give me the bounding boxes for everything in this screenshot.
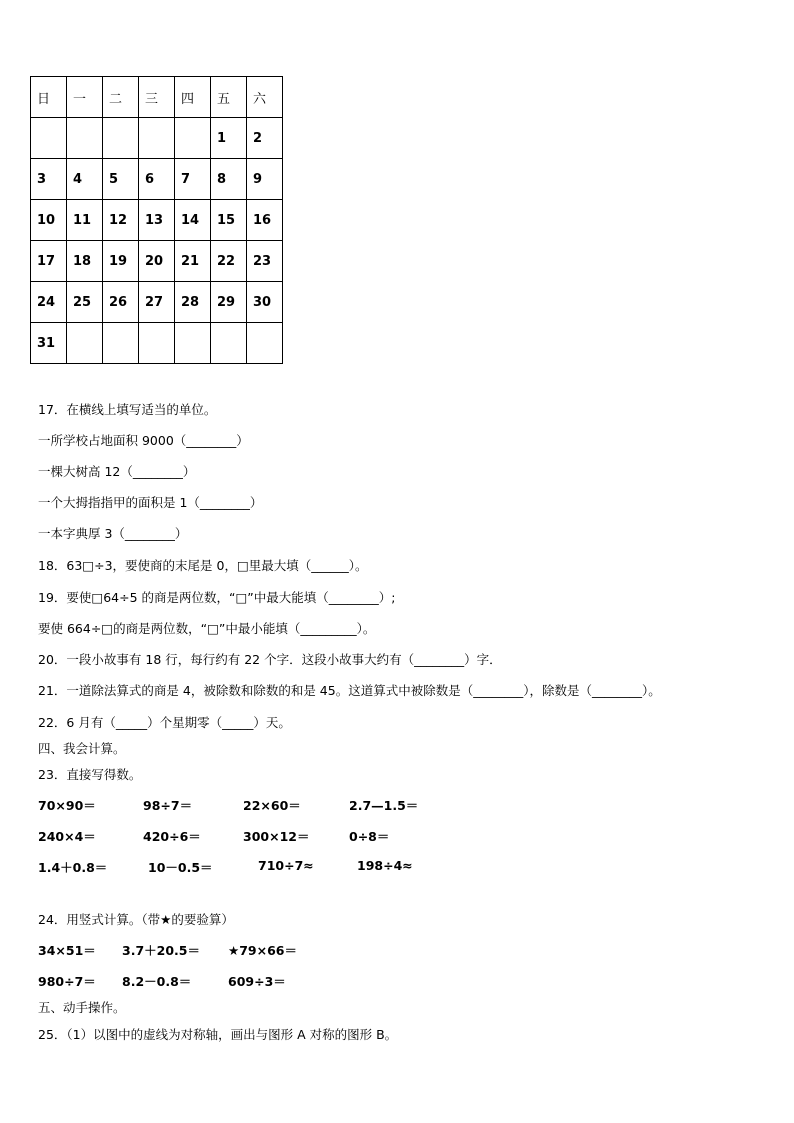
calendar-cell bbox=[103, 323, 139, 364]
calc-23: 300×12＝ bbox=[243, 829, 310, 844]
calendar-cell: 11 bbox=[67, 200, 103, 241]
calendar-cell: 4 bbox=[67, 159, 103, 200]
question-23-title: 23．直接写得数。 bbox=[38, 767, 142, 782]
calendar-header-cell: 一 bbox=[67, 77, 103, 118]
calendar-cell: 19 bbox=[103, 241, 139, 282]
question-18: 18．63□÷3，要使商的末尾是 0，□里最大填（______）。 bbox=[38, 558, 368, 573]
calendar-cell: 2 bbox=[247, 118, 283, 159]
calendar-cell bbox=[139, 118, 175, 159]
calendar-cell: 15 bbox=[211, 200, 247, 241]
calendar-cell bbox=[211, 323, 247, 364]
calc-24: 8.2－0.8＝ bbox=[122, 974, 192, 989]
calc-24: ★79×66＝ bbox=[228, 943, 297, 958]
calendar-row bbox=[31, 323, 283, 364]
calendar-header-row bbox=[31, 77, 283, 118]
calendar-cell bbox=[67, 323, 103, 364]
calc-23: 710÷7≈ bbox=[258, 858, 314, 873]
question-19-part1: 19．要使□64÷5 的商是两位数，“□”中最大能填（________）; bbox=[38, 590, 396, 605]
calendar-cell: 17 bbox=[31, 241, 67, 282]
calendar-cell bbox=[175, 323, 211, 364]
question-17-item: 一所学校占地面积 9000（________） bbox=[38, 433, 249, 448]
calendar-cell bbox=[247, 323, 283, 364]
question-20: 20．一段小故事有 18 行，每行约有 22 个字．这段小故事大约有（________）字． bbox=[38, 652, 502, 667]
calendar-header-cell: 三 bbox=[139, 77, 175, 118]
calc-23: 0÷8＝ bbox=[349, 829, 390, 844]
section-5-heading: 五、动手操作。 bbox=[38, 1000, 126, 1015]
calendar-header-cell: 四 bbox=[175, 77, 211, 118]
calendar-cell: 10 bbox=[31, 200, 67, 241]
question-17-title: 17．在横线上填写适当的单位。 bbox=[38, 402, 217, 417]
calendar-cell: 31 bbox=[31, 323, 67, 364]
calc-24: 3.7＋20.5＝ bbox=[122, 943, 200, 958]
calendar-cell: 24 bbox=[31, 282, 67, 323]
calendar-cell: 18 bbox=[67, 241, 103, 282]
calendar-cell: 1 bbox=[211, 118, 247, 159]
calc-23: 1.4＋0.8＝ bbox=[38, 860, 108, 875]
calendar-cell: 26 bbox=[103, 282, 139, 323]
calendar-cell: 12 bbox=[103, 200, 139, 241]
question-17-item: 一棵大树高 12（________） bbox=[38, 464, 196, 479]
calendar-cell: 27 bbox=[139, 282, 175, 323]
calendar-cell: 25 bbox=[67, 282, 103, 323]
calc-23: 10－0.5＝ bbox=[148, 860, 213, 875]
calendar-header-cell: 二 bbox=[103, 77, 139, 118]
section-4-heading: 四、我会计算。 bbox=[38, 741, 126, 756]
calendar-cell: 7 bbox=[175, 159, 211, 200]
calendar-row bbox=[31, 200, 283, 241]
calc-24: 980÷7＝ bbox=[38, 974, 96, 989]
calendar-cell: 22 bbox=[211, 241, 247, 282]
calendar-cell bbox=[31, 118, 67, 159]
calc-23: 420÷6＝ bbox=[143, 829, 201, 844]
calendar-row bbox=[31, 282, 283, 323]
calendar-row bbox=[31, 118, 283, 159]
question-17-item: 一个大拇指指甲的面积是 1（________） bbox=[38, 495, 263, 510]
calendar-cell: 30 bbox=[247, 282, 283, 323]
question-21: 21．一道除法算式的商是 4，被除数和除数的和是 45。这道算式中被除数是（________），除数是（________）。 bbox=[38, 683, 661, 698]
question-19-part2: 要使 664÷□的商是两位数，“□”中最小能填（_________）。 bbox=[38, 621, 376, 636]
calc-23: 98÷7＝ bbox=[143, 798, 193, 813]
calendar-cell bbox=[103, 118, 139, 159]
calc-23: 70×90＝ bbox=[38, 798, 96, 813]
calc-23: 240×4＝ bbox=[38, 829, 96, 844]
calc-24: 609÷3＝ bbox=[228, 974, 286, 989]
question-25: 25．（1）以图中的虚线为对称轴，画出与图形 A 对称的图形 B。 bbox=[38, 1027, 398, 1042]
calendar-cell bbox=[139, 323, 175, 364]
calendar-cell: 23 bbox=[247, 241, 283, 282]
calendar-cell bbox=[67, 118, 103, 159]
calendar-cell: 3 bbox=[31, 159, 67, 200]
calendar-header-cell: 五 bbox=[211, 77, 247, 118]
calendar-cell: 21 bbox=[175, 241, 211, 282]
calc-23: 22×60＝ bbox=[243, 798, 301, 813]
calendar-cell: 20 bbox=[139, 241, 175, 282]
calendar-cell: 29 bbox=[211, 282, 247, 323]
calendar-cell: 13 bbox=[139, 200, 175, 241]
calendar-row bbox=[31, 241, 283, 282]
calendar-cell: 9 bbox=[247, 159, 283, 200]
calendar-cell: 28 bbox=[175, 282, 211, 323]
calendar-cell: 5 bbox=[103, 159, 139, 200]
calc-23: 2.7—1.5＝ bbox=[349, 798, 419, 813]
calc-24: 34×51＝ bbox=[38, 943, 96, 958]
calc-23: 198÷4≈ bbox=[357, 858, 413, 873]
question-24-title: 24．用竖式计算。（带★的要验算） bbox=[38, 912, 234, 927]
calendar-cell: 14 bbox=[175, 200, 211, 241]
calendar-row bbox=[31, 159, 283, 200]
calendar-cell: 16 bbox=[247, 200, 283, 241]
calendar-header-cell: 日 bbox=[31, 77, 67, 118]
calendar-cell: 6 bbox=[139, 159, 175, 200]
calendar-cell bbox=[175, 118, 211, 159]
calendar-table bbox=[30, 76, 283, 364]
question-22: 22．6 月有（_____）个星期零（_____）天。 bbox=[38, 715, 291, 730]
question-17-item: 一本字典厚 3（________） bbox=[38, 526, 188, 541]
calendar-cell: 8 bbox=[211, 159, 247, 200]
calendar-header-cell: 六 bbox=[247, 77, 283, 118]
